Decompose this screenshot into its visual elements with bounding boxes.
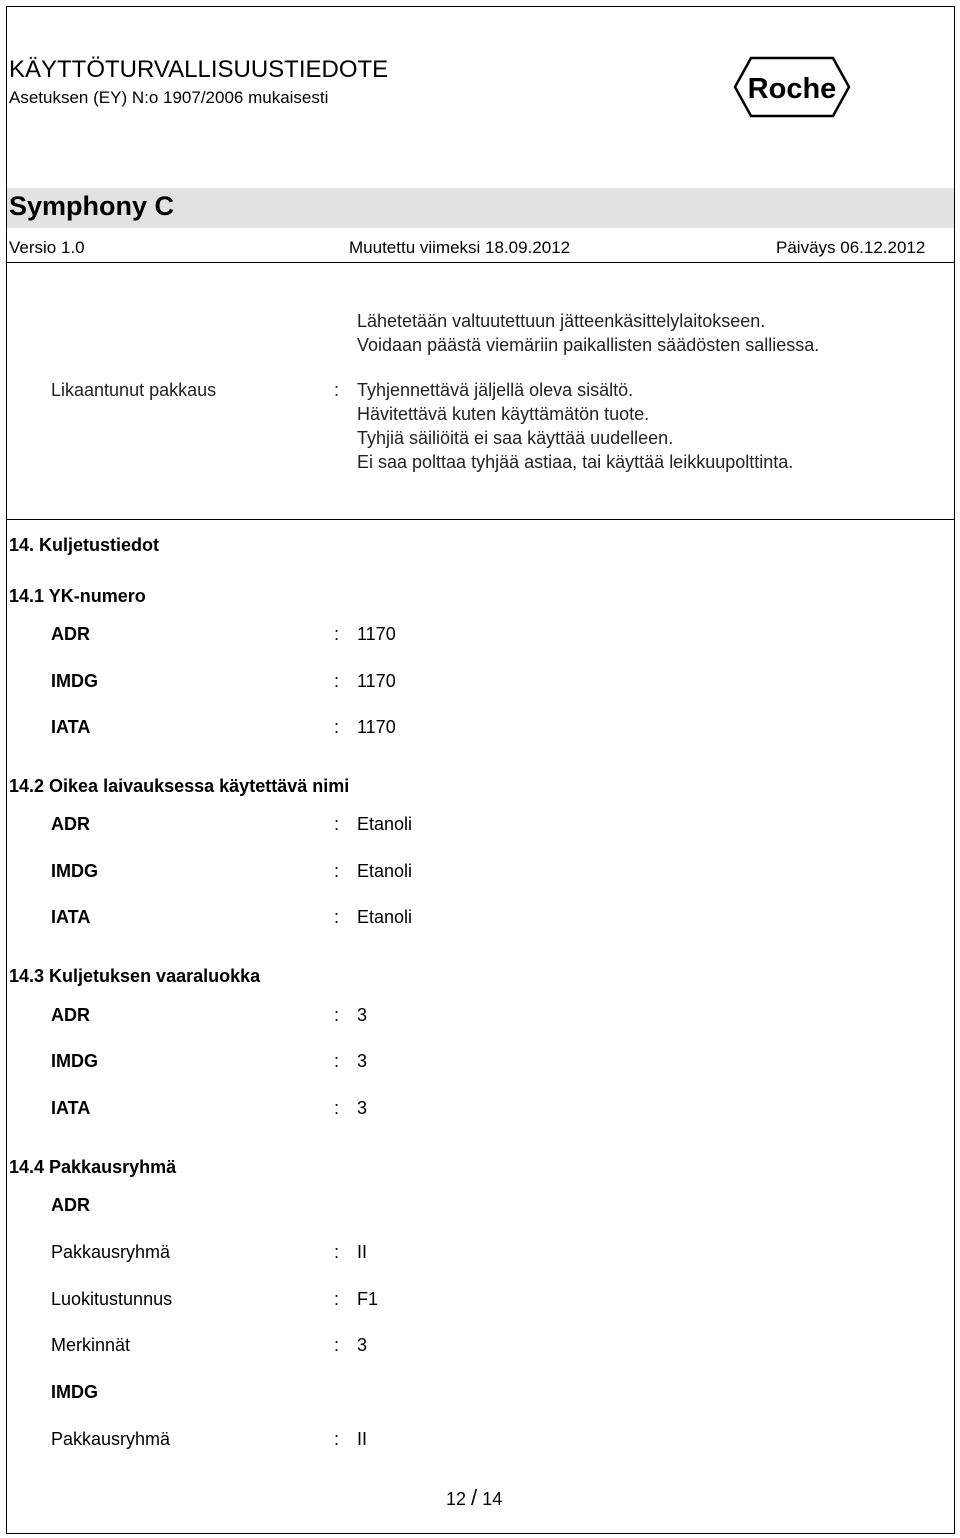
name-adr-label: ADR [51, 814, 90, 834]
disposal-line-2: Voidaan päästä viemäriin paikallisten säädösten salliessa. [357, 335, 820, 355]
class-adr-value: 3 [357, 1005, 368, 1025]
class-imdg-colon: : [334, 1051, 340, 1071]
shipping-name-title: 14.2 Oikea laivauksessa käytettävä nimi [9, 776, 350, 796]
pg-adr-heading: ADR [51, 1195, 90, 1215]
class-imdg-label: IMDG [51, 1051, 98, 1071]
section-14-title: 14. Kuljetustiedot [9, 535, 160, 555]
un-iata-value: 1170 [357, 717, 396, 737]
pg-adr-group-value: II [357, 1242, 368, 1262]
packaging-line-2: Hävitettävä kuten käyttämätön tuote. [357, 404, 650, 424]
pg-imdg-group-value: II [357, 1429, 368, 1449]
name-iata-colon: : [334, 907, 340, 927]
section-divider [7, 519, 954, 520]
roche-logo [733, 56, 851, 118]
packaging-line-3: Tyhjiä säiliöitä ei saa käyttää uudelleen. [357, 428, 674, 448]
page-number [446, 1485, 502, 1511]
class-adr-colon: : [334, 1005, 340, 1025]
class-adr-label: ADR [51, 1005, 90, 1025]
un-iata-label: IATA [51, 717, 91, 737]
pg-imdg-group-colon: : [334, 1429, 340, 1449]
un-adr-value: 1170 [357, 624, 396, 644]
disposal-line-1: Lähetetään valtuutettuun jätteenkäsittelylaitokseen. [357, 311, 766, 331]
name-imdg-label: IMDG [51, 861, 98, 881]
pg-imdg-heading: IMDG [51, 1382, 98, 1402]
un-imdg-colon: : [334, 671, 340, 691]
class-iata-label: IATA [51, 1098, 91, 1118]
page-current: 12 [446, 1489, 467, 1509]
pg-adr-labels-colon: : [334, 1335, 340, 1355]
page-separator: / [471, 1485, 478, 1510]
packaging-line-1: Tyhjennettävä jäljellä oleva sisältö. [357, 380, 634, 400]
packaging-label: Likaantunut pakkaus [51, 380, 217, 400]
roche-logo-text: Roche [747, 73, 837, 105]
pg-adr-group-colon: : [334, 1242, 340, 1262]
pg-adr-code-label: Luokitustunnus [51, 1289, 173, 1309]
packing-group-title: 14.4 Pakkausryhmä [9, 1157, 177, 1177]
hazard-class-title: 14.3 Kuljetuksen vaaraluokka [9, 966, 261, 986]
pg-adr-labels-value: 3 [357, 1335, 368, 1355]
class-iata-colon: : [334, 1098, 340, 1118]
pg-adr-labels-label: Merkinnät [51, 1335, 131, 1355]
un-imdg-label: IMDG [51, 671, 98, 691]
name-adr-value: Etanoli [357, 814, 413, 834]
document-title: KÄYTTÖTURVALLISUUSTIEDOTE [9, 56, 389, 83]
class-iata-value: 3 [357, 1098, 368, 1118]
name-iata-value: Etanoli [357, 907, 413, 927]
pg-adr-group-label: Pakkausryhmä [51, 1242, 171, 1262]
un-iata-colon: : [334, 717, 340, 737]
name-iata-label: IATA [51, 907, 91, 927]
un-adr-label: ADR [51, 624, 90, 644]
packaging-line-4: Ei saa polttaa tyhjää astiaa, tai käyttää leikkuupolttinta. [357, 452, 794, 472]
page-total: 14 [482, 1489, 503, 1509]
pg-imdg-group-label: Pakkausryhmä [51, 1429, 171, 1449]
modified-date: Muutettu viimeksi 18.09.2012 [349, 238, 571, 257]
pg-adr-code-colon: : [334, 1289, 340, 1309]
un-adr-colon: : [334, 624, 340, 644]
header-divider [7, 262, 954, 263]
packaging-colon: : [334, 380, 340, 400]
version-label: Versio 1.0 [9, 238, 85, 257]
name-adr-colon: : [334, 814, 340, 834]
document-subtitle: Asetuksen (EY) N:o 1907/2006 mukaisesti [9, 88, 329, 107]
pg-adr-code-value: F1 [357, 1289, 379, 1309]
product-name: Symphony C [9, 191, 175, 221]
name-imdg-colon: : [334, 861, 340, 881]
un-imdg-value: 1170 [357, 671, 396, 691]
un-number-title: 14.1 YK-numero [9, 586, 146, 606]
name-imdg-value: Etanoli [357, 861, 413, 881]
issue-date: Päiväys 06.12.2012 [776, 238, 926, 257]
class-imdg-value: 3 [357, 1051, 368, 1071]
